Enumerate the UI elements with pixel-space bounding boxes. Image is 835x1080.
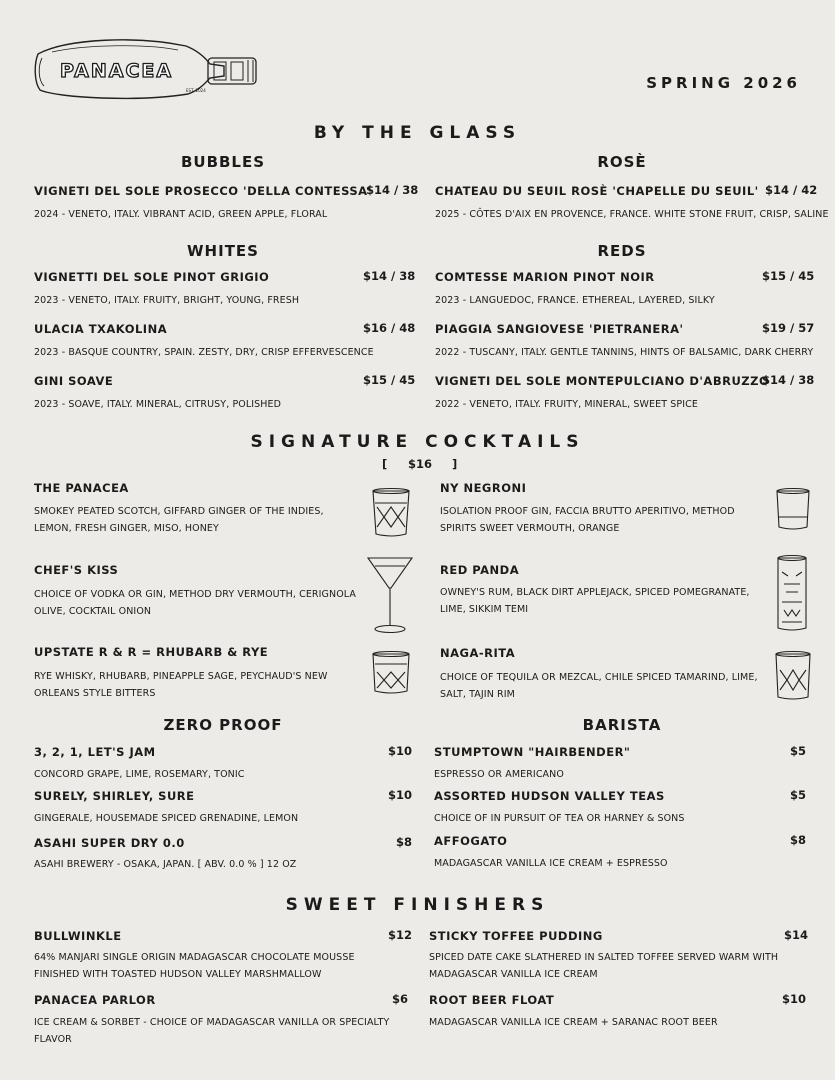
zero-proof-item-name: SURELY, SHIRLEY, SURE <box>34 789 195 803</box>
cocktail-name: NY NEGRONI <box>440 481 527 495</box>
martini-glass-icon <box>365 554 415 636</box>
barista-item-name: AFFOGATO <box>434 834 508 848</box>
reds-item-desc: 2022 - TUSCANY, ITALY. GENTLE TANNINS, HINTS OF BALSAMIC, DARK CHERRY <box>435 347 814 358</box>
dessert-item-desc: SPICED DATE CAKE SLATHERED IN SALTED TOFFEE SERVED WARM WITH MADAGASCAR VANILLA ICE CREAM <box>429 952 779 980</box>
rocks-glass-icon <box>774 487 812 533</box>
barista-heading: BARISTA <box>582 716 662 734</box>
cocktail-name: THE PANACEA <box>34 481 129 495</box>
cocktail-desc: SMOKEY PEATED SCOTCH, GIFFARD GINGER OF THE INDIES, LEMON, FRESH GINGER, MISO, HONEY <box>34 506 324 534</box>
reds-item-name: COMTESSE MARION PINOT NOIR <box>435 270 655 284</box>
zero-proof-item-desc: CONCORD GRAPE, LIME, ROSEMARY, TONIC <box>34 769 245 780</box>
cocktails-price-close: ] <box>452 457 458 471</box>
rocks-glass-icon <box>773 650 813 702</box>
dessert-item-price: $12 <box>388 928 413 942</box>
barista-item-name: ASSORTED HUDSON VALLEY TEAS <box>434 789 665 803</box>
cocktail-name: RED PANDA <box>440 563 520 577</box>
reds-item-price: $14 / 38 <box>762 373 815 387</box>
dessert-item-price: $14 <box>784 928 809 942</box>
reds-item-price: $19 / 57 <box>762 321 815 335</box>
dessert-item-price: $6 <box>392 992 409 1006</box>
by-the-glass-title: BY THE GLASS <box>313 123 522 143</box>
whites-item-name: ULACIA TXAKOLINA <box>34 322 168 336</box>
rocks-glass-icon <box>369 487 413 539</box>
logo-est: EST. 2024 <box>186 88 206 93</box>
whites-item-price: $14 / 38 <box>363 269 416 283</box>
whites-item-price: $15 / 45 <box>363 373 416 387</box>
reds-item-name: PIAGGIA SANGIOVESE 'PIETRANERA' <box>435 322 684 336</box>
cocktail-desc: CHOICE OF TEQUILA OR MEZCAL, CHILE SPICED TAMARIND, LIME, SALT, TAJIN RIM <box>440 672 758 700</box>
dessert-item-name: BULLWINKLE <box>34 929 122 943</box>
whites-heading: WHITES <box>187 242 259 260</box>
zero-proof-item-price: $8 <box>396 835 413 849</box>
cocktail-desc: ISOLATION PROOF GIN, FACCIA BRUTTO APERITIVO, METHOD SPIRITS SWEET VERMOUTH, ORANGE <box>440 506 735 534</box>
logo-text: PANACEA <box>60 60 174 82</box>
rose-heading: ROSÈ <box>597 153 647 171</box>
reds-item-name: VIGNETI DEL SOLE MONTEPULCIANO D'ABRUZZO <box>435 374 770 388</box>
rose-item-price: $14 / 42 <box>765 183 818 197</box>
dessert-item-desc: 64% MANJARI SINGLE ORIGIN MADAGASCAR CHOCOLATE MOUSSE FINISHED WITH TOASTED HUDSON VALLEY MARSHMALLOW <box>34 952 355 980</box>
bubbles-heading: BUBBLES <box>180 153 266 171</box>
cocktails-title: SIGNATURE COCKTAILS <box>250 432 585 452</box>
cocktail-name: CHEF'S KISS <box>34 563 119 577</box>
cocktails-price-open: [ <box>382 457 388 471</box>
reds-heading: REDS <box>597 242 647 260</box>
cocktails-price: $16 <box>408 457 433 471</box>
zero-proof-item-desc: GINGERALE, HOUSEMADE SPICED GRENADINE, LEMON <box>34 813 299 824</box>
whites-item-name: GINI SOAVE <box>34 374 114 388</box>
zero-proof-item-desc: ASAHI BREWERY - OSAKA, JAPAN. [ ABV. 0.0 % ] 12 OZ <box>34 859 297 870</box>
bubbles-item-price: $14 / 38 <box>366 183 419 197</box>
barista-item-desc: MADAGASCAR VANILLA ICE CREAM + ESPRESSO <box>434 858 668 869</box>
reds-item-desc: 2023 - LANGUEDOC, FRANCE. ETHEREAL, LAYERED, SILKY <box>435 295 715 306</box>
zero-proof-item-name: ASAHI SUPER DRY 0.0 <box>34 836 185 850</box>
barista-item-desc: ESPRESSO OR AMERICANO <box>434 769 564 780</box>
cocktail-name: UPSTATE R & R = RHUBARB & RYE <box>34 645 269 659</box>
reds-item-desc: 2022 - VENETO, ITALY. FRUITY, MINERAL, SWEET SPICE <box>435 399 698 410</box>
dessert-item-name: PANACEA PARLOR <box>34 993 156 1007</box>
whites-item-price: $16 / 48 <box>363 321 416 335</box>
zero-proof-item-name: 3, 2, 1, LET'S JAM <box>34 745 156 759</box>
barista-item-desc: CHOICE OF IN PURSUIT OF TEA OR HARNEY & SONS <box>434 813 685 824</box>
dessert-item-desc: MADAGASCAR VANILLA ICE CREAM + SARANAC ROOT BEER <box>429 1017 718 1028</box>
whites-item-desc: 2023 - BASQUE COUNTRY, SPAIN. ZESTY, DRY, CRISP EFFERVESCENCE <box>34 347 374 358</box>
cocktail-desc: CHOICE OF VODKA OR GIN, METHOD DRY VERMOUTH, CERIGNOLA OLIVE, COCKTAIL ONION <box>34 589 356 617</box>
bubbles-item-desc: 2024 - VENETO, ITALY. VIBRANT ACID, GREEN APPLE, FLORAL <box>34 209 328 220</box>
bottle-logo <box>28 32 260 108</box>
barista-item-price: $5 <box>790 744 807 758</box>
whites-item-name: VIGNETTI DEL SOLE PINOT GRIGIO <box>34 270 270 284</box>
sweet-finishers-title: SWEET FINISHERS <box>285 895 550 915</box>
barista-item-price: $5 <box>790 788 807 802</box>
rose-item-name: CHATEAU DU SEUIL ROSÈ 'CHAPELLE DU SEUIL' <box>435 184 759 198</box>
rose-item-desc: 2025 - CÔTES D'AIX EN PROVENCE, FRANCE. WHITE STONE FRUIT, CRISP, SALINE <box>435 209 829 220</box>
dessert-item-price: $10 <box>782 992 807 1006</box>
zero-proof-item-price: $10 <box>388 788 413 802</box>
tiki-glass-icon <box>774 554 810 634</box>
cocktail-desc: RYE WHISKY, RHUBARB, PINEAPPLE SAGE, PEYCHAUD'S NEW ORLEANS STYLE BITTERS <box>34 671 328 699</box>
bubbles-item-name: VIGNETI DEL SOLE PROSECCO 'DELLA CONTESSA' <box>34 184 372 198</box>
rocks-glass-icon <box>369 650 413 696</box>
dessert-item-name: ROOT BEER FLOAT <box>429 993 555 1007</box>
cocktail-desc: OWNEY'S RUM, BLACK DIRT APPLEJACK, SPICED POMEGRANATE, LIME, SIKKIM TEMI <box>440 587 750 615</box>
zero-proof-heading: ZERO PROOF <box>163 716 283 734</box>
barista-item-price: $8 <box>790 833 807 847</box>
whites-item-desc: 2023 - SOAVE, ITALY. MINERAL, CITRUSY, POLISHED <box>34 399 282 410</box>
barista-item-name: STUMPTOWN "HAIRBENDER" <box>434 745 631 759</box>
reds-item-price: $15 / 45 <box>762 269 815 283</box>
season-label: SPRING 2026 <box>646 74 801 92</box>
dessert-item-name: STICKY TOFFEE PUDDING <box>429 929 603 943</box>
zero-proof-item-price: $10 <box>388 744 413 758</box>
cocktail-name: NAGA-RITA <box>440 646 516 660</box>
whites-item-desc: 2023 - VENETO, ITALY. FRUITY, BRIGHT, YOUNG, FRESH <box>34 295 300 306</box>
dessert-item-desc: ICE CREAM & SORBET - CHOICE OF MADAGASCAR VANILLA OR SPECIALTY FLAVOR <box>34 1017 390 1045</box>
